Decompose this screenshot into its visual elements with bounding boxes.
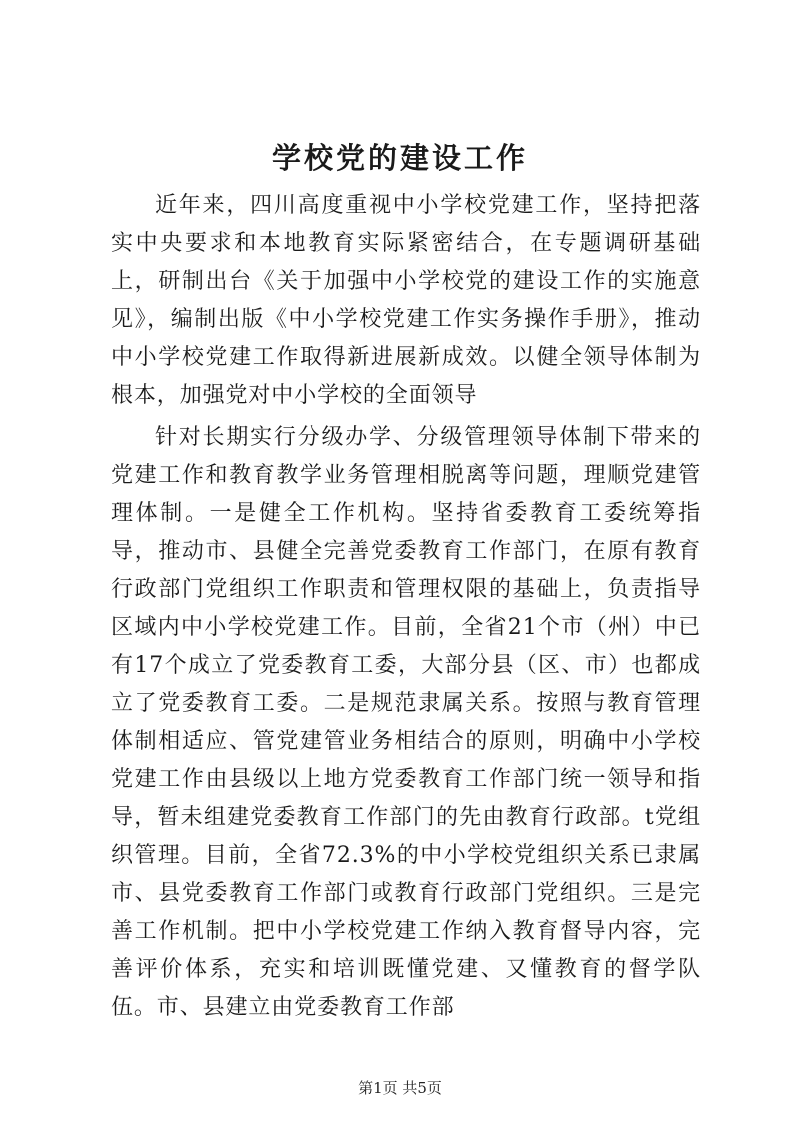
page-footer: 第1页 共5页 <box>358 1079 442 1097</box>
paragraph-2: 针对长期实行分级办学、分级管理领导体制下带来的党建工作和教育教学业务管理相脱离等问题，理顺党建管理体制。一是健全工作机构。坚持省委教育工委统筹指导，推动市、县健全完善党委教育工作部门，在原有教育行政部门党组织工作职责和管理权限的基础上，负责指导区域内中小学校党建工作。目前，全省21个市（州）中已有17个成立了党委教育工委，大部分县（区、市）也都成立了党委教育工委。二是规范隶属关系。按照与教育管理体制相适应、管党建管业务相结合的原则，明确中小学校党建工作由县级以上地方党委教育工作部门统一领导和指导，暂未组建党委教育工作部门的先由教育行政部。t党组织管理。目前，全省72.3%的中小学校党组织关系已隶属市、县党委教育工作部门或教育行政部门党组织。三是完善工作机制。把中小学校党建工作纳入教育督导内容，完善评价体系，充实和培训既懂党建、又懂教育的督学队伍。市、县建立由党委教育工作部 <box>111 425 701 1020</box>
document-title: 学校党的建设工作 <box>271 141 528 175</box>
paragraph-1: 近年来，四川高度重视中小学校党建工作，坚持把落实中央要求和本地教育实际紧密结合，在专题调研基础上，研制出台《关于加强中小学校党的建设工作的实施意见》，编制出版《中小学校党建工作实务操作手册》，推动中小学校党建工作取得新进展新成效。以健全领导体制为根本，加强党对中小学校的全面领导 <box>111 193 701 408</box>
document-body <box>111 187 701 1027</box>
